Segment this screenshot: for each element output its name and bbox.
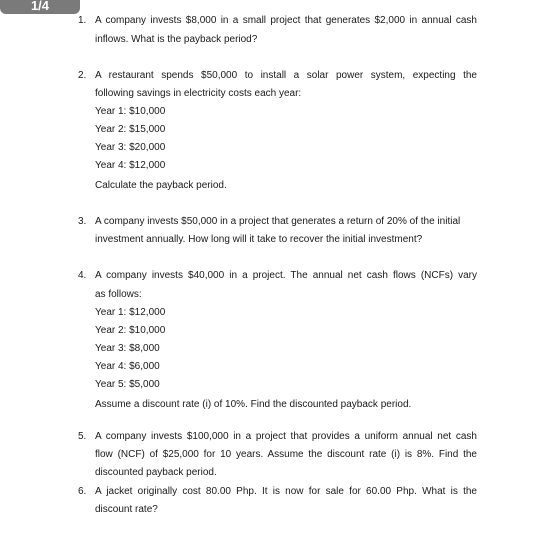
question-text-line: Year 3: $8,000 [95, 343, 160, 354]
question-text-line: following savings in electricity costs each year: [95, 88, 302, 99]
question-text-line: A restaurant spends $50,000 to install a solar power system, expecting the [95, 70, 477, 81]
question-text-line: Year 4: $6,000 [95, 361, 160, 372]
question-number: 6. [78, 486, 87, 497]
question-text-line: A company invests $40,000 in a project. The annual net cash flows (NCFs) vary [95, 270, 477, 281]
question-text-line: A company invests $100,000 in a project that provides a uniform annual net cash [95, 431, 477, 442]
question-text-line: as follows: [95, 289, 142, 300]
question-text-line: discount rate? [95, 504, 158, 515]
question-text-line: Year 5: $5,000 [95, 379, 160, 390]
question-number: 4. [78, 270, 87, 281]
question-text-line: A jacket originally cost 80.00 Php. It is now for sale for 60.00 Php. What is the [95, 486, 477, 497]
question-text-line: Year 4: $12,000 [95, 160, 166, 171]
question-number: 5. [78, 431, 87, 442]
question-text-line: Year 1: $12,000 [95, 307, 166, 318]
question-number: 2. [78, 70, 87, 81]
question-text-line: flow (NCF) of $25,000 for 10 years. Assume the discount rate (i) is 8%. Find the [95, 449, 477, 460]
question-text-line: investment annually. How long will it take to recover the initial investment? [95, 234, 423, 245]
question-text-line: Year 2: $15,000 [95, 124, 166, 135]
question-number: 1. [78, 15, 87, 26]
question-text-line: Year 2: $10,000 [95, 325, 166, 336]
question-text-line: discounted payback period. [95, 467, 217, 478]
question-text-line: A company invests $8,000 in a small project that generates $2,000 in annual cash [95, 15, 477, 26]
question-text-line: A company invests $50,000 in a project that generates a return of 20% of the initial [95, 216, 461, 227]
question-text-line: Year 1: $10,000 [95, 106, 166, 117]
question-text-line: Year 3: $20,000 [95, 142, 166, 153]
question-text-line: inflows. What is the payback period? [95, 34, 258, 45]
question-text-line: Assume a discount rate (i) of 10%. Find the discounted payback period. [95, 399, 412, 410]
question-text-line: Calculate the payback period. [95, 180, 227, 191]
question-number: 3. [78, 216, 87, 227]
page-indicator-badge: 1/4 [0, 0, 80, 14]
